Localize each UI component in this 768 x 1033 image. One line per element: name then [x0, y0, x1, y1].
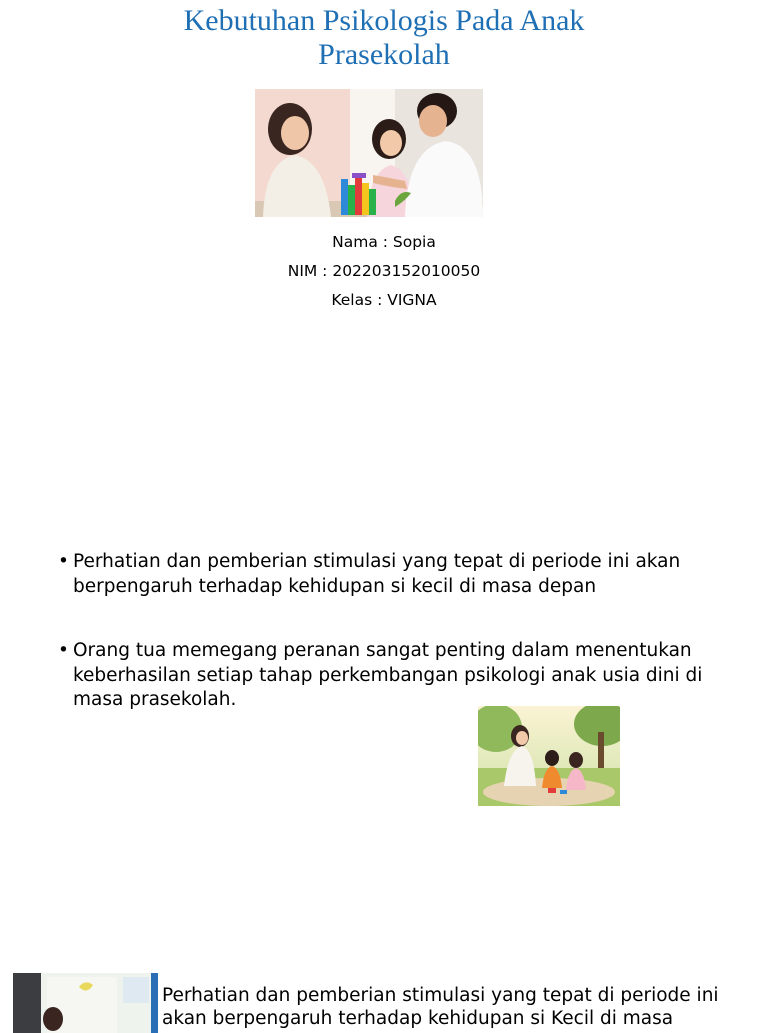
- title-line-1: Kebutuhan Psikologis Pada Anak: [183, 4, 585, 37]
- bullet-item: [58, 550, 708, 599]
- title-line-2: Prasekolah: [318, 38, 450, 71]
- bullet-line: berpengaruh terhadap kehidupan si kecil di masa depan: [73, 575, 597, 597]
- bullet-icon: •: [58, 551, 69, 572]
- page-title: [84, 4, 684, 72]
- mother-children-park-photo: [478, 706, 620, 806]
- student-name: Nama : Sopia: [332, 233, 436, 251]
- slide3-line: akan berpengaruh terhadap kehidupan si Kecil di masa: [162, 1008, 674, 1029]
- bullet-line: Orang tua memegang peranan sangat penting dalam menentukan: [73, 640, 692, 661]
- bullet-line: masa prasekolah.: [73, 689, 237, 710]
- slide3-paragraph: [162, 984, 762, 1030]
- family-playing-blocks-photo: [255, 89, 483, 217]
- bullet-item: [58, 639, 708, 713]
- student-class: Kelas : VIGNA: [331, 291, 437, 309]
- student-nim: NIM : 202203152010050: [287, 262, 481, 280]
- student-info: [234, 228, 534, 315]
- bullet-icon: •: [58, 640, 69, 661]
- classroom-photo: [13, 973, 158, 1033]
- slide3-line: Perhatian dan pemberian stimulasi yang tepat di periode ini: [162, 985, 719, 1006]
- bullet-line: keberhasilan setiap tahap perkembangan psikologi anak usia dini di: [73, 664, 703, 686]
- bullet-line: Perhatian dan pemberian stimulasi yang tepat di periode ini akan: [73, 551, 681, 572]
